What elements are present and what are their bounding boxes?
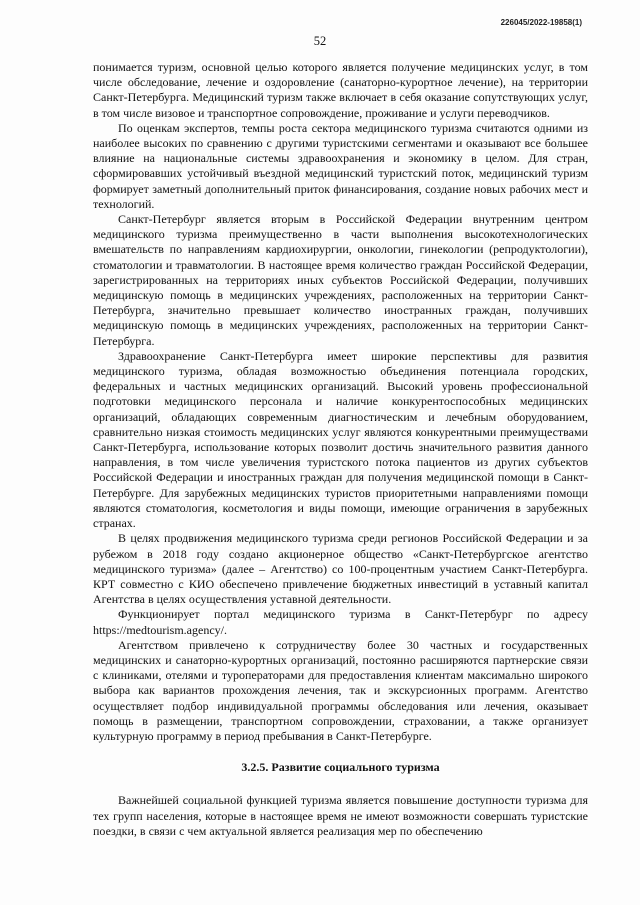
paragraph: Агентством привлечено к сотрудничеству более 30 частных и государственных медицинских и санаторно-курортных организаций, постоянно расширяются партнерские связи с клиниками, отелями и туроператорами для предоставления клиентам максимально широкого выбора как вариантов прохождения лечения, так и экскурсионных программ. Агентство осуществляет подбор индивидуальной программы обследования или лечения, оказывает помощь в размещении, транспортном сопровождении, страховании, а также организует культурную программу в период пребывания в Санкт-Петербурге. <box>93 637 588 743</box>
document-id: 226045/2022-19858(1) <box>500 18 582 27</box>
paragraph: Санкт-Петербург является вторым в Российской Федерации внутренним центром медицинского туризма преимущественно в части выполнения высокотехнологических вмешательств по направлениям кардиохирургии, онкологии, гинекологии (репродуктологии), стоматологии и травматологии. В настоящее время количество граждан Российской Федерации, зарегистрированных на территориях иных субъектов Российской Федерации, получивших медицинскую помощь в медицинских учреждениях, расположенных на территории Санкт-Петербурга, значительно превышает количество иностранных граждан, получивших медицинскую помощь в медицинских учреждениях, расположенных на территории Санкт-Петербурга. <box>93 212 588 348</box>
page-number: 52 <box>313 34 327 48</box>
paragraph: Функционирует портал медицинского туризма в Санкт-Петербург по адресу https://medtourism.agency/. <box>93 607 588 637</box>
paragraph: понимается туризм, основной целью которого является получение медицинских услуг, в том числе обследование, лечение и оздоровление (санаторно-курортное лечение), на территории Санкт-Петербурга. Медицинский туризм также включает в себя оказание сопутствующих услуг, в том числе визовое и транспортное сопровождение, проживание и услуги переводчиков. <box>93 60 588 120</box>
section-paragraph: Важнейшей социальной функцией туризма является повышение доступности туризма для тех групп населения, которые в настоящее время не имеют возможности совершать туристские поездки, в связи с чем актуальной является реализация мер по обеспечению <box>93 793 588 838</box>
document-body <box>93 60 588 839</box>
section-heading: 3.2.5. Развитие социального туризма <box>241 760 440 775</box>
paragraph: Здравоохранение Санкт-Петербурга имеет широкие перспективы для развития медицинского туризма, обладая возможностью объединения потенциала городских, федеральных и частных медицинских организаций. Высокий уровень профессиональной подготовки медицинского персонала и наличие конкурентоспособных медицинских организаций, обладающих современным диагностическим и лечебным оборудованием, сравнительно низкая стоимость медицинских услуг являются конкурентными преимуществами Санкт-Петербурга, использование которых позволит достичь значительного развития данного направления, в том числе увеличения туристского потока пациентов из других субъектов Российской Федерации и иностранных граждан для получения медицинской помощи в Санкт-Петербурге. Для зарубежных медицинских туристов приоритетными направлениями помощи являются стоматология, косметология и виды помощи, имеющие ограничения в зарубежных странах. <box>93 348 588 531</box>
paragraph: По оценкам экспертов, темпы роста сектора медицинского туризма считаются одними из наиболее высоких по сравнению с другими туристскими сегментами и оказывают все большее влияние на национальные системы здравоохранения и экономику в целом. Для стран, сформировавших устойчивый въездной медицинский туристский поток, медицинский туризм формирует заметный дополнительный приток финансирования, создание новых рабочих мест и технологий. <box>93 120 588 211</box>
paragraph: В целях продвижения медицинского туризма среди регионов Российской Федерации и за рубежом в 2018 году создано акционерное общество «Санкт-Петербургское агентство медицинского туризма» (далее – Агентство) со 100-процентным участием Санкт-Петербурга. КРТ совместно с КИО обеспечено привлечение бюджетных инвестиций в уставный капитал Агентства в целях осуществления уставной деятельности. <box>93 531 588 607</box>
